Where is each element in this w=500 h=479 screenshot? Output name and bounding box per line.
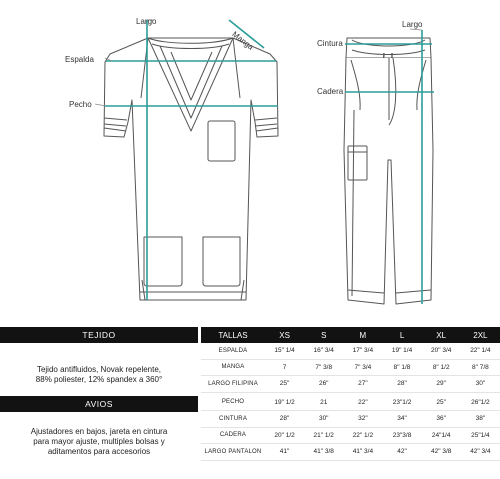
- table-cell: 7: [265, 359, 304, 376]
- table-cell: 26"1/2: [461, 395, 500, 411]
- row-label: MANGA: [201, 359, 265, 376]
- table-cell: 8" 1/8: [382, 359, 421, 376]
- header-size-l: L: [382, 327, 421, 343]
- table-row: [201, 427, 500, 444]
- table-row: [201, 376, 500, 393]
- table-cell: 41": [265, 444, 304, 461]
- row-label: CADERA: [201, 427, 265, 444]
- header-tallas: TALLAS: [201, 327, 265, 343]
- tejido-line: 88% poliester, 12% spandex a 360°: [35, 375, 163, 384]
- table-cell: 32": [343, 411, 382, 428]
- table-cell: 23"3/8: [382, 427, 421, 444]
- avios-line: aditamentos para accesorios: [47, 447, 151, 456]
- label-largo-top: Largo: [136, 17, 157, 26]
- avios-header: AVIOS: [0, 396, 198, 412]
- table-cell: 28": [265, 411, 304, 428]
- table-cell: 19" 1/2: [265, 395, 304, 411]
- tejido-line: Tejido antifluidos, Novak repelente,: [36, 365, 162, 374]
- table-cell: 19" 1/4: [382, 343, 421, 359]
- header-size-xs: XS: [265, 327, 304, 343]
- avios-line: para mayor ajuste, multiples bolsas y: [33, 437, 165, 446]
- table-cell: 27": [343, 376, 382, 393]
- table-cell: 29": [422, 376, 461, 393]
- row-label: LARGO PANTALON: [201, 444, 265, 461]
- avios-panel: [0, 396, 198, 472]
- table-cell: 25": [265, 376, 304, 393]
- label-cintura: Cintura: [317, 39, 343, 48]
- table-cell: 36": [422, 411, 461, 428]
- row-label: CINTURA: [201, 411, 265, 428]
- header-size-s: S: [304, 327, 343, 343]
- table-cell: 42" 3/4: [461, 444, 500, 461]
- table-cell: 21" 1/2: [304, 427, 343, 444]
- table-row: [201, 411, 500, 428]
- table-cell: 22" 1/2: [343, 427, 382, 444]
- label-cadera: Cadera: [317, 87, 344, 96]
- table-cell: 7" 3/8: [304, 359, 343, 376]
- avios-line: Ajustadores en bajos, jareta en cintura: [30, 427, 168, 436]
- table-cell: 42": [382, 444, 421, 461]
- table-cell: 15" 1/4: [265, 343, 304, 359]
- table-cell: 20" 3/4: [422, 343, 461, 359]
- table-cell: 34": [382, 411, 421, 428]
- table-cell: 22": [343, 395, 382, 411]
- table-cell: 41" 3/4: [343, 444, 382, 461]
- table-cell: 28": [382, 376, 421, 393]
- table-cell: 23"1/2: [382, 395, 421, 411]
- table-cell: 42" 3/8: [422, 444, 461, 461]
- row-label: PECHO: [201, 395, 265, 411]
- table-cell: 24"1/4: [422, 427, 461, 444]
- table-cell: 38": [461, 411, 500, 428]
- table-cell: 26": [304, 376, 343, 393]
- header-size-2xl: 2XL: [461, 327, 500, 343]
- table-cell: 30": [461, 376, 500, 393]
- table-row: [201, 359, 500, 376]
- pants-label-leaders: [410, 29, 422, 30]
- label-largo-pants: Largo: [402, 20, 423, 29]
- table-cell: 41" 3/8: [304, 444, 343, 461]
- table-cell: 22" 1/4: [461, 343, 500, 359]
- tejido-panel: [0, 327, 198, 407]
- scrub-pants: [344, 38, 433, 304]
- row-label: LARGO FILIPINA: [201, 376, 265, 393]
- table-cell: 16" 3/4: [304, 343, 343, 359]
- table-cell: 8" 7/8: [461, 359, 500, 376]
- table-cell: 30": [304, 411, 343, 428]
- row-label: ESPALDA: [201, 343, 265, 359]
- size-table: [201, 327, 500, 461]
- table-cell: 8" 1/2: [422, 359, 461, 376]
- label-manga: Manga: [230, 29, 256, 52]
- table-cell: 21: [304, 395, 343, 411]
- table-row: [201, 395, 500, 411]
- table-cell: 25": [422, 395, 461, 411]
- avios-description: [0, 412, 198, 472]
- scrub-shirt: [104, 38, 278, 300]
- table-cell: 7" 3/4: [343, 359, 382, 376]
- header-size-xl: XL: [422, 327, 461, 343]
- label-pecho: Pecho: [69, 100, 92, 109]
- size-table-header: [201, 327, 500, 343]
- table-cell: 20" 1/2: [265, 427, 304, 444]
- table-row: [201, 444, 500, 461]
- header-size-m: M: [343, 327, 382, 343]
- table-cell: 17" 3/4: [343, 343, 382, 359]
- tejido-header: TEJIDO: [0, 327, 198, 343]
- label-espalda: Espalda: [65, 55, 94, 64]
- table-cell: 25"1/4: [461, 427, 500, 444]
- table-row: [201, 343, 500, 359]
